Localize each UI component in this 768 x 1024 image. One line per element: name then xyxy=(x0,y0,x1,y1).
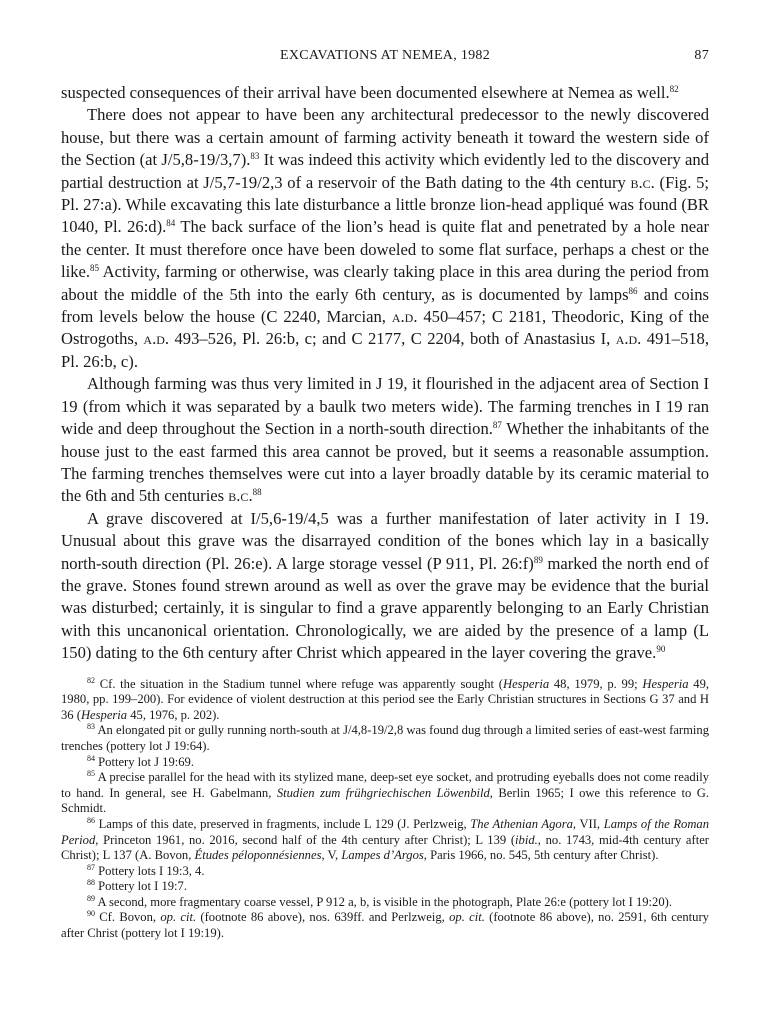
text-run: It was indeed this activity which evidently led to the discovery and partial destruction at J/5,7-19/2,3 of a reservoir of the Bath dating to the 4th century xyxy=(61,150,709,192)
text-run: (footnote 86 above), nos. 639ff. and Perlzweig, xyxy=(196,910,450,925)
paragraph-2 xyxy=(61,104,709,373)
italic-run: Lamps of the Roman Period xyxy=(61,816,710,847)
footnote-ref-83: 83 xyxy=(250,151,260,162)
footnote-89 xyxy=(61,895,709,911)
footnote-85 xyxy=(61,770,709,817)
italic-run: Hesperia xyxy=(80,707,128,722)
text-run: Cf. Bovon, xyxy=(95,910,161,925)
text-run: and coins from levels below the house (C 2240, Marcian, xyxy=(61,284,710,327)
era-abbrev: a.d. xyxy=(615,329,642,349)
text-run: , V, xyxy=(321,848,342,863)
paragraph-3 xyxy=(61,373,709,507)
text-run: The back surface of the lion’s head is quite flat and penetrated by a hole near the center. It must therefore once have been doweled to some flat surface, perhaps a chest or the like. xyxy=(61,217,709,282)
footnote-number: 83 xyxy=(87,722,95,732)
text-run: 491–518, Pl. 26:b, c). xyxy=(61,329,710,371)
footnote-ref-86: 86 xyxy=(628,285,638,296)
era-abbrev: a.d. xyxy=(391,307,418,327)
footnote-ref-82: 82 xyxy=(669,84,679,94)
text-run: A second, more fragmentary coarse vessel, P 912 a, b, is visible in the photograph, Plate 26:e (pottery lot I 19:20). xyxy=(95,894,672,909)
text-run: (footnote 86 above), no. 2591, 6th century after Christ (pottery lot I 19:19). xyxy=(61,910,709,941)
text-run: A grave discovered at I/5,6-19/4,5 was a further manifestation of later activity in I 19. Unusual about this grave was the disarrayed condition of the bones which lay in a basically north-south direction (Pl. 26:e). A large storage vessel (P 911, Pl. 26:f) xyxy=(61,508,709,573)
text-run: Whether the inhabitants of the house just to the east farmed this area cannot be proved, but it seems a reasonable assumption. The farming trenches themselves were cut into a layer broadly datable by its ceramic material to the 6th and 5th centuries xyxy=(61,419,710,506)
text-run: There does not appear to have been any architectural predecessor to the newly discovered house, but there was a certain amount of farming activity beneath it toward the western side of the Section (at J/5,8-19/3,7). xyxy=(61,105,709,170)
footnote-ref-87: 87 xyxy=(492,420,502,431)
footnote-number: 87 xyxy=(87,862,95,872)
footnote-number: 90 xyxy=(87,909,95,919)
italic-run: op. cit. xyxy=(160,910,197,925)
footnote-ref-89: 89 xyxy=(533,554,543,565)
footnote-number: 85 xyxy=(87,769,95,779)
running-header xyxy=(61,48,709,72)
paragraph-1 xyxy=(61,82,709,104)
text-run: , VII, xyxy=(572,816,604,831)
footnote-number: 89 xyxy=(87,893,95,903)
text-run: Activity, farming or otherwise, was clearly taking place in this area during the period from about the middle of the 5th into the early 6th century, as is documented by lamps xyxy=(61,262,709,304)
footnote-82 xyxy=(61,677,709,724)
footnote-ref-88: 88 xyxy=(252,487,262,498)
footnote-87 xyxy=(61,864,709,880)
footnote-ref-84: 84 xyxy=(166,218,176,229)
text-run: Although farming was thus very limited in J 19, it flourished in the adjacent area of Section I 19 (from which it was separated by a baulk two meters wide). The farming trenches in I 19 ran wide and deep throughout the Section in a north-south direction. xyxy=(61,374,709,439)
text-run: Pottery lots I 19:3, 4. xyxy=(95,863,205,878)
text-run: marked the north end of the grave. Stones found strewn around as well as over the grave may be evidence that the burial was disturbed; certainly, it is singular to find a grave apparently belonging to an Early Christian with this uncanonical orientation. Chronologically, we are aided by the presence of a lamp (L 150) dating to the 6th century after Christ which appeared in the layer covering the grave. xyxy=(61,553,709,663)
italic-run: Études péloponnésiennes xyxy=(194,848,322,863)
text-run: Cf. the situation in the Stadium tunnel where refuge was apparently sought ( xyxy=(95,676,503,691)
italic-run: op. cit. xyxy=(449,910,485,925)
text-run: An elongated pit or gully running north-south at J/4,8-19/2,8 was found dug through a limited series of east-west farming trenches (pottery lot J 19:64). xyxy=(61,723,709,753)
italic-run: ibid. xyxy=(515,832,538,847)
footnote-ref-90: 90 xyxy=(656,644,666,655)
paragraph-4 xyxy=(61,508,709,665)
text-run: suspected consequences of their arrival have been documented elsewhere at Nemea as well. xyxy=(61,83,670,102)
text-run: 45, 1976, p. 202). xyxy=(127,707,220,722)
text-run: Lamps of this date, preserved in fragments, include L 129 (J. Perlzweig, xyxy=(95,816,471,831)
footnote-number: 84 xyxy=(87,753,95,763)
text-run: 49, 1980, pp. 199–200). For evidence of violent destruction at this period see the Early Christian structures in Sections G 37 and H 36 ( xyxy=(61,676,710,722)
footnote-84 xyxy=(61,755,709,771)
footnote-number: 86 xyxy=(87,815,95,825)
footnote-number: 82 xyxy=(87,675,95,685)
era-abbrev: b.c. xyxy=(228,486,253,506)
running-title: EXCAVATIONS AT NEMEA, 1982 xyxy=(279,48,491,63)
footnote-86 xyxy=(61,817,709,864)
main-text xyxy=(61,82,709,665)
text-run: 48, 1979, p. 99; xyxy=(549,676,643,691)
page-number: 87 xyxy=(694,48,709,63)
italic-run: The Athenian Agora xyxy=(470,816,573,831)
text-run: Pottery lot J 19:69. xyxy=(95,754,195,769)
text-run: , Berlin 1965; I owe this reference to G. Schmidt. xyxy=(61,785,709,816)
italic-run: Studien zum frühgriechischen Löwenbild xyxy=(276,785,490,800)
footnote-number: 88 xyxy=(87,878,95,888)
text-run: 493–526, Pl. 26:b, c; and C 2177, C 2204, both of Anastasius I, xyxy=(169,329,616,349)
footnote-90 xyxy=(61,910,709,941)
footnotes xyxy=(61,677,709,942)
italic-run: Hesperia xyxy=(502,676,550,691)
footnote-88 xyxy=(61,879,709,895)
era-abbrev: b.c. xyxy=(630,172,655,192)
footnote-83 xyxy=(61,723,709,754)
text-run: , Paris 1966, no. 545, 5th century after Christ). xyxy=(423,848,659,863)
text-run: (Fig. 5; Pl. 27:a). While excavating this late disturbance a little bronze lion-head appliqué was found (BR 1040, Pl. 26:d). xyxy=(61,172,710,237)
footnote-ref-85: 85 xyxy=(90,263,100,274)
text-run: Pottery lot I 19:7. xyxy=(95,879,187,894)
italic-run: Lampes d’Argos xyxy=(341,848,424,863)
italic-run: Hesperia xyxy=(642,676,689,691)
text-run: , Princeton 1961, no. 2016, second half of the 4th century after Christ); L 139 ( xyxy=(95,832,516,847)
era-abbrev: a.d. xyxy=(143,329,170,349)
text-run: , no. 1743, mid-4th century after Christ); L 137 (A. Bovon, xyxy=(61,832,709,863)
text-run: A precise parallel for the head with its stylized mane, deep-set eye socket, and protruding eyeballs does not come readily to hand. In general, see H. Gabelmann, xyxy=(61,770,709,800)
text-run: 450–457; C 2181, Theodoric, King of the Ostrogoths, xyxy=(61,307,709,349)
